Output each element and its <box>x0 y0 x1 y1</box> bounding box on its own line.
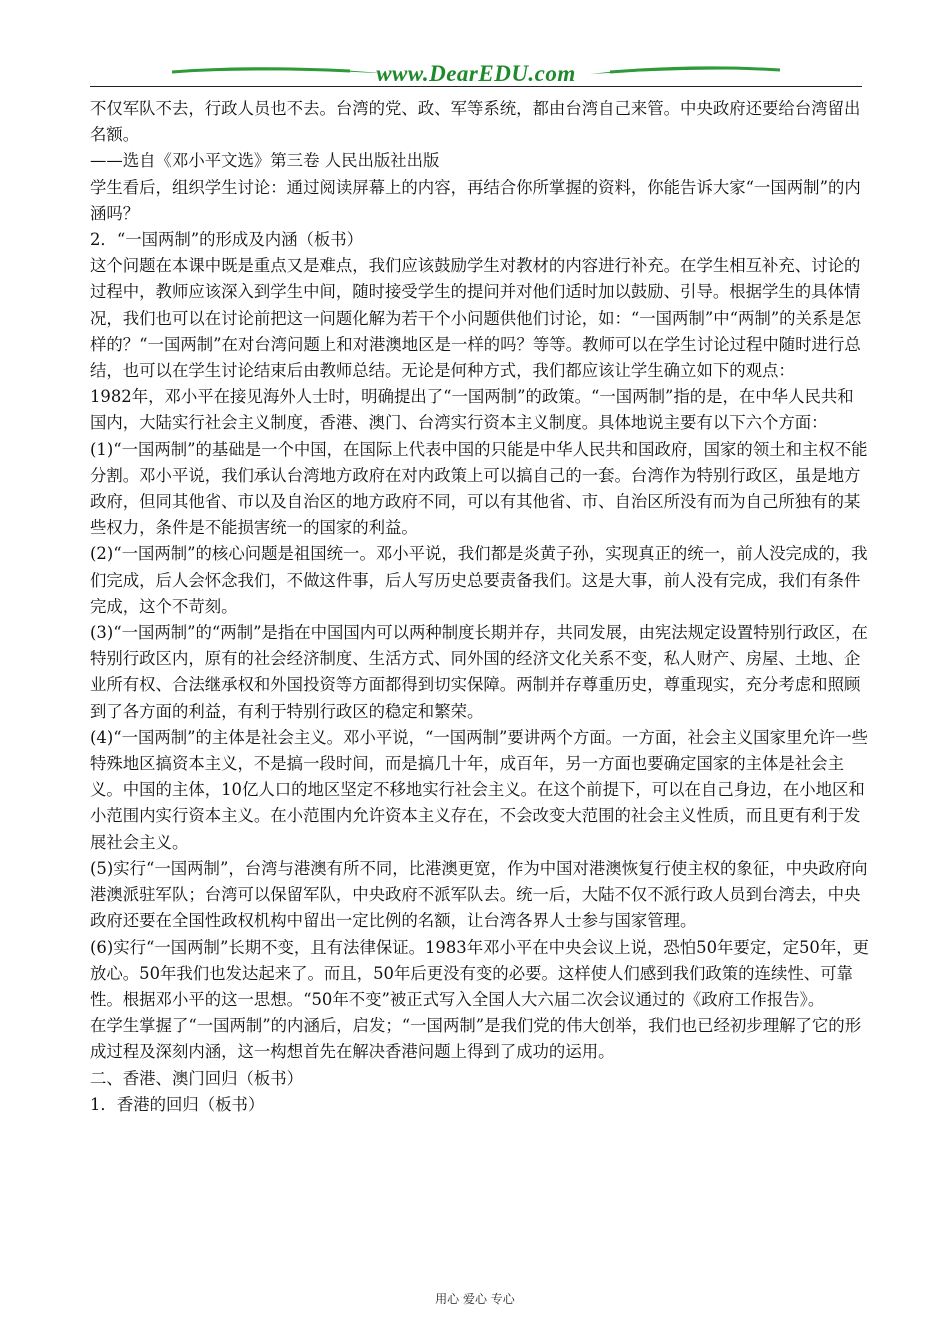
section-heading: 2．“一国两制”的形成及内涵（板书） <box>90 230 364 250</box>
list-item: (3)“一国两制”的“两制”是指在中国国内可以两种制度长期并存，共同发展，由宪法规定设置特别行政区，在特别行政区内，原有的社会经济制度、生活方式、同外国的经济文化关系不变，私人财产、房屋、土地、企业所有权、合法继承权和外国投资等方面都得到切实保障。两制并存尊重历史，尊重现实，充分考虑和照顾到了各方面的利益，有利于特别行政区的稳定和繁荣。 <box>90 623 868 721</box>
citation: ——选自《邓小平文选》第三卷 人民出版社出版 <box>90 151 440 171</box>
paragraph: 学生看后，组织学生讨论：通过阅读屏幕上的内容，再结合你所掌握的资料，你能告诉大家“一国两制”的内涵吗？ <box>90 177 861 223</box>
list-item: (6)实行“一国两制”长期不变，且有法律保证。1983年邓小平在中央会议上说，恐怕50年要定，定50年，更放心。50年我们也发达起来了。而且，50年后更没有变的必要。这样使人们感到我们政策的连续性、可靠性。根据邓小平的这一思想。“50年不变”被正式写入全国人大六届二次会议通过的《政府工作报告》。 <box>90 937 870 1009</box>
site-logo-text: www.DearEDU.com <box>376 61 576 86</box>
document-body <box>90 96 870 1118</box>
page-header <box>90 58 862 92</box>
paragraph: 1982年，邓小平在接见海外人士时，明确提出了“一国两制”的政策。“一国两制”指的是，在中华人民共和国内，大陆实行社会主义制度，香港、澳门、台湾实行资本主义制度。具体地说主要有以下六个方面： <box>90 387 854 433</box>
paragraph: 这个问题在本课中既是重点又是难点，我们应该鼓励学生对教材的内容进行补充。在学生相互补充、讨论的过程中，教师应该深入到学生中间，随时接受学生的提问并对他们适时加以鼓励、引导。根据学生的具体情况，我们也可以在讨论前把这一问题化解为若干个小问题供他们讨论，如：“一国两制”中“两制”的关系是怎样的？“一国两制”在对台湾问题上和对港澳地区是一样的吗？等等。教师可以在学生讨论过程中随时进行总结，也可以在学生讨论结束后由教师总结。无论是何种方式，我们都应该让学生确立如下的观点： <box>90 256 862 381</box>
paragraph: 不仅军队不去，行政人员也不去。台湾的党、政、军等系统，都由台湾自己来管。中央政府还要给台湾留出名额。 <box>90 99 861 145</box>
list-item: (5)实行“一国两制”，台湾与港澳有所不同，比港澳更宽，作为中国对港澳恢复行使主权的象征，中央政府向港澳派驻军队；台湾可以保留军队，中央政府不派军队去。统一后，大陆不仅不派行政人员到台湾去，中央政府还要在全国性政权机构中留出一定比例的名额，让台湾各界人士参与国家管理。 <box>90 858 868 931</box>
section-heading: 二、香港、澳门回归（板书） <box>90 1068 304 1088</box>
list-item: (2)“一国两制”的核心问题是祖国统一。邓小平说，我们都是炎黄子孙，实现真正的统一，前人没完成的，我们完成，后人会怀念我们，不做这件事，后人写历史总要责备我们。这是大事，前人没有完成，我们有条件完成，这个不苛刻。 <box>90 544 868 616</box>
section-heading: 1．香港的回归（板书） <box>90 1094 265 1114</box>
header-divider <box>90 86 862 87</box>
list-item: (4)“一国两制”的主体是社会主义。邓小平说，“一国两制”要讲两个方面。一方面，社会主义国家里允许一些特殊地区搞资本主义，不是搞一段时间，而是搞几十年，成百年，另一方面也要确定国家的主体是社会主义。中国的主体，10亿人口的地区坚定不移地实行社会主义。在这个前提下，可以在自己身边，在小地区和小范围内实行资本主义。在小范围内允许资本主义存在，不会改变大范围的社会主义性质，而且更有利于发展社会主义。 <box>90 727 868 852</box>
paragraph: 在学生掌握了“一国两制”的内涵后，启发；“一国两制”是我们党的伟大创举，我们也已经初步理解了它的形成过程及深刻内涵，这一构想首先在解决香港问题上得到了成功的运用。 <box>90 1016 862 1062</box>
list-item: (1)“一国两制”的基础是一个中国，在国际上代表中国的只能是中华人民共和国政府，国家的领土和主权不能分割。邓小平说，我们承认台湾地方政府在对内政策上可以搞自己的一套。台湾作为特别行政区，虽是地方政府，但同其他省、市以及自治区的地方政府不同，可以有其他省、市、自治区所没有而为自己所独有的某些权力，条件是不能损害统一的国家的利益。 <box>90 439 868 538</box>
page-footer: 用心 爱心 专心 <box>435 1292 515 1306</box>
